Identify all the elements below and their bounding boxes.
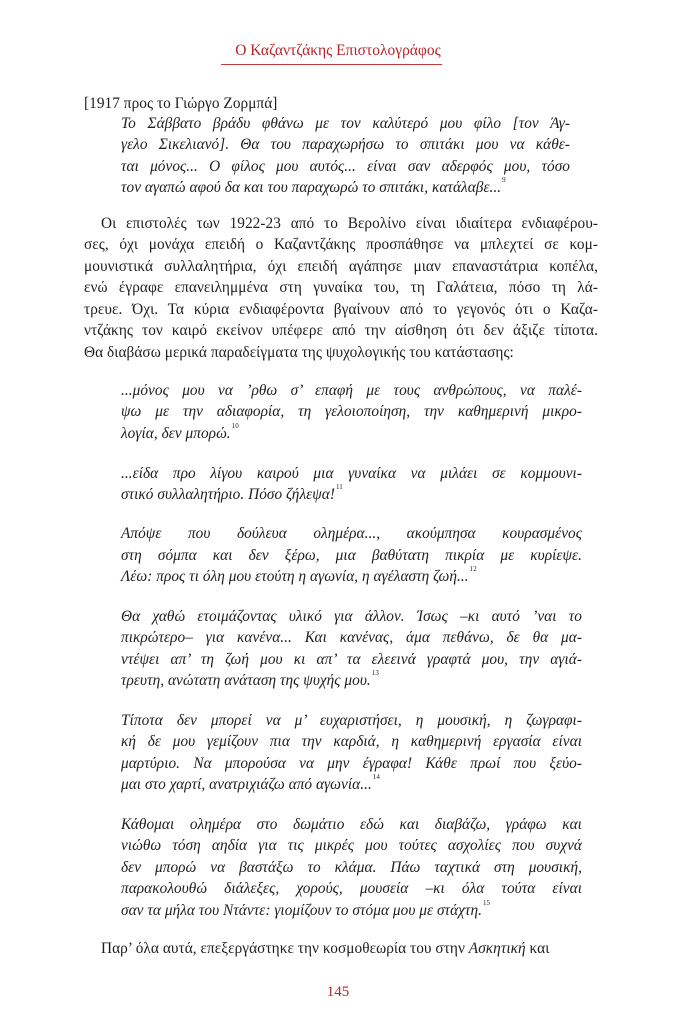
header-rule: [221, 64, 442, 65]
quote-text: στικό συλλαλητήριο. Πόσο ζήλεψα!: [121, 486, 335, 503]
letter-line: γελο Σικελιανό]. Θα του παραχωρήσω το σπιτάκι μου να κάθε-: [121, 136, 570, 153]
quote-text: σαν τα μήλα του Ντάντε: γιομίζουν το στόμα μου με στάχτη.: [121, 902, 482, 919]
quote-line: κή δε μου γεμίζουν πια την καρδιά, η καθημερινή εργασία είναι: [121, 733, 582, 750]
paragraph-line: ενώ έγραφε επανειλημμένα στη γυναίκα του, τη Γαλάτεια, πόσο τη λά-: [84, 279, 598, 296]
letter-line-text: τον αγαπώ αφού δα και του παραχωρώ το σπιτάκι, κατάλαβε...: [121, 179, 502, 196]
quote-line: δεν μπορώ να βαστάξω το κλάμα. Πάω ταχτικά στη μουσική,: [121, 859, 582, 876]
footnote-ref: 14: [372, 773, 380, 781]
paragraph-line: μουνιστικά συλλαλητήρια, όχι επειδή αγάπησε μιαν επαναστάτρια κοπέλα,: [84, 258, 598, 275]
page-number: 145: [326, 984, 350, 1000]
paragraph-line: τρευε. Όχι. Τα κύρια ενδιαφέροντα βγαίνουν από το γεγονός ότι ο Καζα-: [84, 301, 598, 318]
running-header-title: Ο Καζαντζάκης Επιστολογράφος: [235, 42, 441, 59]
letter-line: ται μόνος... Ο φίλος μου αυτός... είναι σαν αδερφός μου, τόσο: [121, 158, 570, 175]
paragraph-line: Θα διαβάσω μερικά παραδείγματα της ψυχολογικής του κατάστασης:: [84, 344, 514, 361]
quote-text: Λέω: προς τι όλη μου ετούτη η αγωνία, η αγέλαστη ζωή...: [121, 568, 469, 585]
running-header: [0, 42, 676, 60]
quote-line: παρακολουθώ διάλεξες, χορούς, μουσεία –κι όλα τούτα είναι: [121, 880, 582, 897]
quote-line-last: [121, 565, 477, 585]
quote-line: Απόψε που δούλευα ολημέρα..., ακούμπησα κουρασμένος: [121, 525, 582, 542]
letter-heading: [1917 προς το Γιώργο Ζορμπά]: [84, 95, 278, 112]
quote-line: Θα χαθώ ετοιμάζοντας υλικό για άλλον. Ίσως –κι αυτό ’ναι το: [121, 608, 582, 625]
footnote-ref: 10: [231, 422, 239, 430]
quote-line: μαρτύριο. Να μπορούσα να μην έγραφα! Κάθε πρωί που ξεύο-: [121, 755, 582, 772]
footnote-ref: 11: [335, 483, 343, 491]
quote-line: ...μόνος μου να ’ρθω σ’ επαφή με τους ανθρώπους, να παλέ-: [121, 382, 582, 399]
quote-line: Κάθομαι ολημέρα στο δωμάτιο εδώ και διαβάζω, γράφω και: [121, 816, 582, 833]
closing-line: [101, 941, 549, 956]
quote-text: λογία, δεν μπορώ.: [121, 425, 231, 442]
book-title: Ασκητική: [468, 940, 526, 957]
quote-line: ψω με την αδιαφορία, τη γελοιοποίηση, την καθημερινή μικρο-: [121, 403, 582, 420]
quote-line-last: [121, 483, 343, 503]
letter-line: Το Σάββατο βράδυ φθάνω με τον καλύτερό μου φίλο [τον Άγ-: [121, 115, 570, 132]
paragraph-line: ντζάκης τον καιρό εκείνον υπέφερε από την αίσθηση ότι δεν άξιζε τίποτα.: [84, 322, 598, 339]
letter-line-last: [121, 176, 506, 196]
footnote-ref: 15: [482, 899, 491, 907]
quote-text: μαι στο χαρτί, ανατριχιάζω από αγωνία...: [121, 776, 372, 793]
quote-line: ντέψει απ’ τη ζωή μου κι απ’ τα ελεεινά γραφτά μου, την αγιά-: [121, 651, 582, 668]
quote-line-last: [121, 899, 491, 919]
footnote-ref: 13: [371, 669, 379, 677]
footnote-ref: 12: [469, 565, 477, 573]
paragraph-line: Οι επιστολές των 1922-23 από το Βερολίνο είναι ιδιαίτερα ενδιαφέρου-: [101, 215, 598, 232]
quote-text: τρευτη, ανώτατη ανάταση της ψυχής μου.: [121, 672, 371, 689]
quote-line: πικρώτερο– για κανένα... Και κανένας, άμα πεθάνω, δε θα μα-: [121, 629, 582, 646]
quote-line: νιώθω τόση αηδία για τις μικρές μου τούτες ασχολίες που συχνά: [121, 837, 582, 854]
paragraph-line: σες, όχι μονάχα επειδή ο Καζαντζάκης προσπάθησε να μπλεχτεί σε κομ-: [84, 236, 598, 253]
quote-line: στη σόμπα και δεν ξέρω, μια βαθύτατη πικρία με κυρίεψε.: [121, 547, 582, 564]
quote-line-last: [121, 669, 379, 689]
closing-text: Παρ’ όλα αυτά, επεξεργάστηκε την κοσμοθεωρία του στην: [101, 940, 469, 957]
quote-line: Τίποτα δεν μπορεί να μ’ ευχαριστήσει, η μουσική, η ζωγραφι-: [121, 712, 582, 729]
closing-text-end: και: [525, 940, 550, 957]
quote-line: ...είδα προ λίγου καιρού μια γυναίκα να μιλάει σε κομμουνι-: [121, 465, 582, 482]
quote-line-last: [121, 422, 239, 442]
footnote-ref: 9: [502, 176, 506, 184]
quote-line-last: [121, 773, 380, 793]
